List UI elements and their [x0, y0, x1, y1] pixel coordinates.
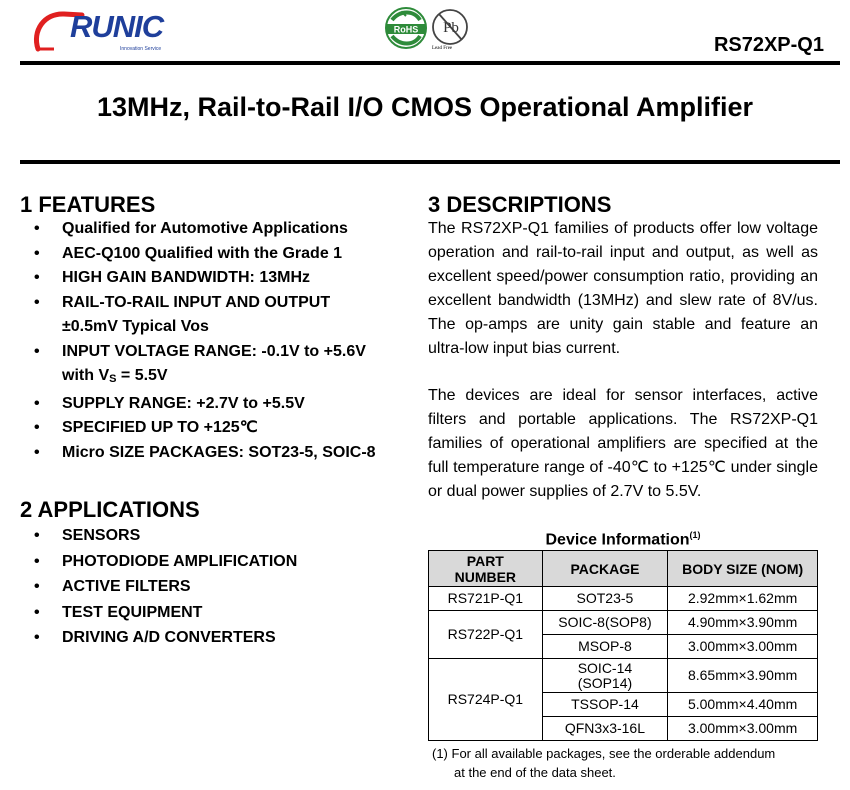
logo-brand-text: RUNIC — [70, 9, 164, 44]
list-item: • Micro SIZE PACKAGES: SOT23-5, SOIC-8 — [34, 441, 414, 466]
list-item: • PHOTODIODE AMPLIFICATION — [34, 549, 414, 575]
list-item: • RAIL-TO-RAIL INPUT AND OUTPUT ±0.5mV Typical Vos — [34, 291, 414, 340]
column-header-part-number: PART NUMBER — [429, 551, 543, 587]
header-part-number: RS72XP-Q1 — [713, 34, 824, 56]
features-heading: 1 FEATURES — [20, 192, 156, 217]
table-row — [429, 659, 818, 693]
table-cell: SOT23-5 — [542, 587, 668, 611]
list-item: • Qualified for Automotive Applications — [34, 217, 414, 242]
table-cell: 8.65mm×3.90mm — [668, 659, 818, 693]
header-divider — [20, 61, 840, 65]
applications-list — [34, 523, 414, 651]
table-cell: RS724P-Q1 — [429, 659, 543, 741]
table-cell: SOIC-14 (SOP14) — [542, 659, 668, 693]
runic-logo — [30, 9, 164, 55]
table-cell: RS721P-Q1 — [429, 587, 543, 611]
lead-free-label: Lead Free — [432, 46, 453, 51]
rohs-text: RoHS — [393, 24, 419, 35]
list-item: • SUPPLY RANGE: +2.7V to +5.5V — [34, 392, 414, 417]
list-item: • AEC-Q100 Qualified with the Grade 1 — [34, 242, 414, 267]
pb-text: Pb — [443, 20, 459, 36]
list-item: • HIGH GAIN BANDWIDTH: 13MHz — [34, 266, 414, 291]
table-cell: 4.90mm×3.90mm — [668, 611, 818, 635]
column-header-package: PACKAGE — [542, 551, 668, 587]
rohs-icon — [384, 6, 476, 54]
table-cell: 3.00mm×3.00mm — [668, 717, 818, 741]
list-item: • TEST EQUIPMENT — [34, 600, 414, 626]
table-cell: 5.00mm×4.40mm — [668, 693, 818, 717]
list-item: • ACTIVE FILTERS — [34, 574, 414, 600]
descriptions-heading: 3 DESCRIPTIONS — [428, 192, 612, 217]
table-cell: QFN3x3-16L — [542, 717, 668, 741]
rohs-leadfree-badge — [384, 6, 476, 54]
list-item: • SPECIFIED UP TO +125℃ — [34, 416, 414, 441]
description-paragraph-2: The devices are ideal for sensor interfaces, active filters and portable applications. The RS72XP-Q1 families of operational amplifiers are specified at the full temperature range of -40℃ to +125℃ under single or dual power supplies of 2.7V to 5.5V. — [428, 387, 818, 500]
applications-heading: 2 APPLICATIONS — [20, 497, 200, 522]
list-item: • DRIVING A/D CONVERTERS — [34, 625, 414, 651]
table-cell: TSSOP-14 — [542, 693, 668, 717]
table-row — [429, 587, 818, 611]
title-divider — [20, 160, 840, 164]
table-cell: 2.92mm×1.62mm — [668, 587, 818, 611]
table-footnote: (1) For all available packages, see the orderable addendum at the end of the data sheet. — [432, 746, 776, 780]
list-item: • INPUT VOLTAGE RANGE: -0.1V to +5.6V with $V_S = 5.5V$ — [34, 340, 414, 392]
list-item: • SENSORS — [34, 523, 414, 549]
description-paragraph-1: The RS72XP-Q1 families of products offer low voltage operation and rail-to-rail input and output, as well as excellent speed/power consumption ratio, providing an excellent bandwidth (13MHz) and slew rate of 8V/us. The op-amps are unity gain stable and feature an ultra-low input bias current. — [428, 220, 818, 357]
table-row — [429, 611, 818, 635]
features-list — [34, 217, 414, 465]
logo-tagline: Innovation Service — [120, 46, 162, 52]
table-header-row — [429, 551, 818, 587]
document-title: 13MHz, Rail-to-Rail I/O CMOS Operational Amplifier — [96, 92, 754, 122]
table-cell: SOIC-8(SOP8) — [542, 611, 668, 635]
table-cell: RS722P-Q1 — [429, 611, 543, 659]
device-info-table — [428, 550, 818, 741]
column-header-body-size: BODY SIZE (NOM) — [668, 551, 818, 587]
table-cell: MSOP-8 — [542, 635, 668, 659]
table-cell: 3.00mm×3.00mm — [668, 635, 818, 659]
device-info-caption: Device Information$^{(1)}$ — [545, 530, 701, 549]
